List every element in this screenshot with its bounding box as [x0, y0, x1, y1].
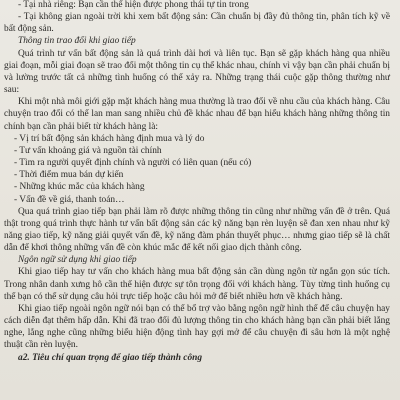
paragraph-consulting-process: Quá trình tư vấn bất động sản là quá trình dài hơi và liên tục. Bạn sẽ gặp khách hàng qua nhiều giai đoạn, mỗi giai đoạn sẽ trao đổi một thông tin cụ thể khác nhau, chính vì vậy bạn cần phải chuẩn bị và lường trước tất cả những tình huống có thể xảy ra. Những trạng thái cuộc gặp thông thường như sau:: [4, 48, 390, 96]
list-item: - Tư vấn khoảng giá và nguồn tài chính: [14, 145, 162, 156]
heading-success-criteria: a2. Tiêu chí quan trọng để giao tiếp thành công: [18, 352, 203, 363]
paragraph-communication-skills: Qua quá trình giao tiếp bạn phải làm rõ được những thông tin cũng như những vấn đề ở trên. Quá thật trong quá trình thực hành tư vấn bất động sản các kỹ năng bạn rèn luyện sẽ đan xen nhau như kỹ năng giao tiếp, kỹ năng giải quyết vấn đề, kỹ năng đàm phán thuyết phục… nhưng giao tiếp sẽ là chất dẫn để khơi thông những vấn đề còn khúc mắc để kết nối giao dịch thành công.: [4, 206, 390, 254]
line-outdoor: - Tại không gian ngoài trời khi xem bất động sản: Cần chuẩn bị đầy đủ thông tin, phân tích kỹ về bất động sản.: [4, 12, 390, 35]
line-home: - Tại nhà riêng: Bạn cần thể hiện được phong thái tự tin trong: [18, 0, 249, 10]
body-text: [4, 0, 390, 364]
list-item: - Thời điểm mua bán dự kiến: [14, 170, 124, 181]
paragraph-body-language: Khi giao tiếp ngoài ngôn ngữ nói bạn có thể bổ trợ vào bằng ngôn ngữ hình thể để câu chuyện hay cách diễn đạt thêm hấp dẫn. Khi đã trao đổi đủ lượng thông tin cho khách hàng bạn cần phải biết lắng nghe, lắng nghe cũng những biểu hiện động tình hay gợi mở để câu chuyện đi sâu hơn là một nghệ thuật cần rèn luyện.: [4, 303, 390, 351]
heading-language: Ngôn ngữ sử dụng khi giao tiếp: [18, 255, 137, 266]
paragraph-first-meeting: Khi một nhà môi giới gặp mặt khách hàng mua thường là trao đổi về nhu cầu của khách hàng. Câu chuyện trao đổi có thể lan man sang nhiều chủ đề khác nhau để bạn hiểu khách hàng những thông tin chính bạn cần phải biết từ khách hàng là:: [4, 97, 390, 132]
heading-info-exchange: Thông tin trao đổi khi giao tiếp: [18, 36, 136, 47]
list-item: - Vị trí bất động sản khách hàng định mua và lý do: [14, 133, 205, 144]
list-item: - Vấn đề về giá, thanh toán…: [14, 194, 125, 205]
list-item: - Tìm ra người quyết định chính và người có liên quan (nếu có): [14, 158, 252, 169]
paragraph-concise-language: Khi giao tiếp hay tư vấn cho khách hàng mua bất động sản cần dùng ngôn từ ngắn gọn súc tích. Trong nhân danh xưng hô cần thể hiện được sự tôn trọng đối với khách hàng. Tùy từng tình huống cụ thể bạn có thể sử dụng câu hỏi trực tiếp hoặc câu hỏi mở để biết nhiều hơn về khách hàng.: [4, 267, 390, 302]
list-item: - Những khúc mắc của khách hàng: [14, 182, 145, 193]
